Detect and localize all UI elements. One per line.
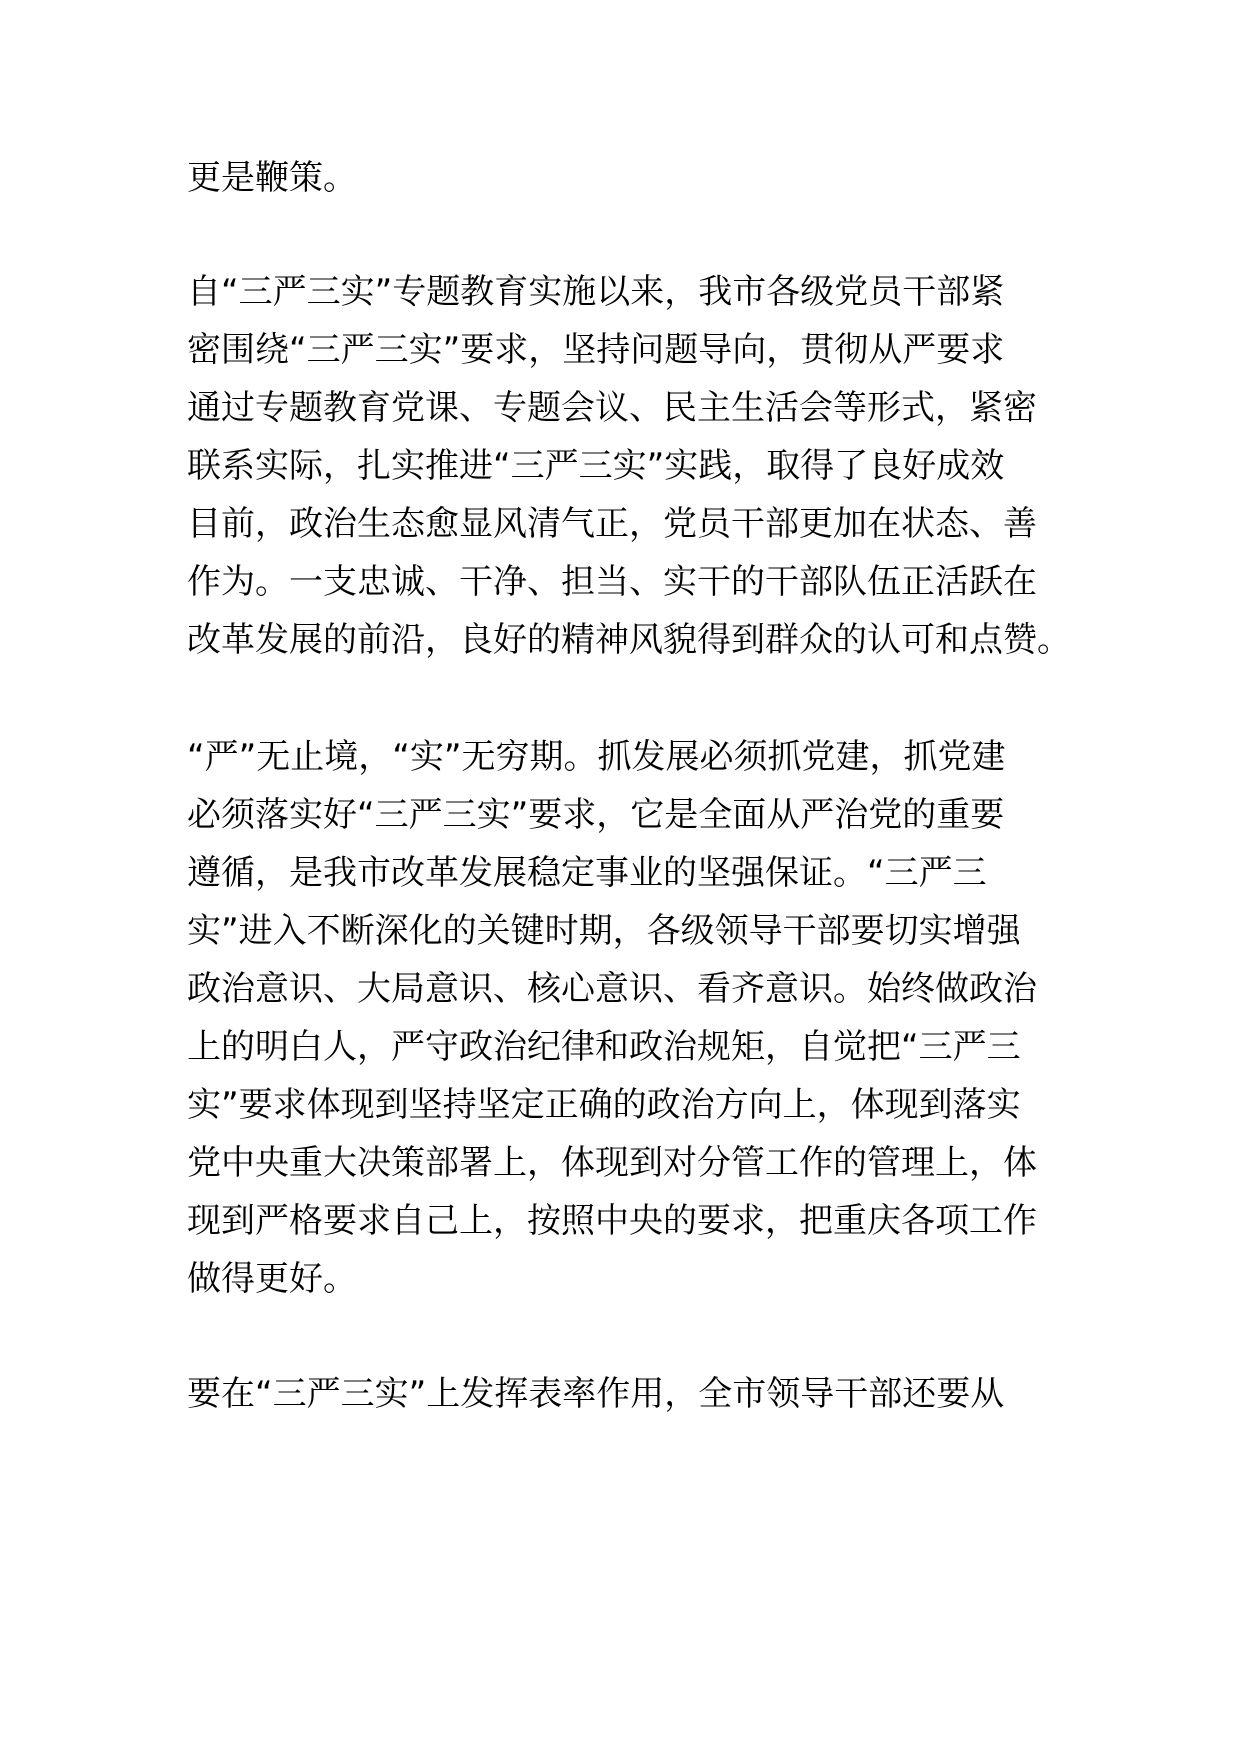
paragraph-2-line-3: 通过专题教育党课、专题会议、民主生活会等形式，紧密	[187, 388, 1037, 428]
paragraph-2-line-1: 自“三严三实”专题教育实施以来，我市各级党员干部紧	[187, 272, 1005, 312]
paragraph-3-line-9: 现到严格要求自己上，按照中央的要求，把重庆各项工作	[187, 1201, 1037, 1241]
paragraph-2-line-7: 改革发展的前沿，良好的精神风貌得到群众的认可和点赞。	[187, 620, 1071, 660]
paragraph-2-line-2: 密围绕“三严三实”要求，坚持问题导向，贯彻从严要求	[187, 330, 1005, 370]
paragraph-1-line-1: 更是鞭策。	[187, 158, 357, 198]
paragraph-3-line-6: 上的明白人，严守政治纪律和政治规矩，自觉把“三严三	[187, 1027, 1021, 1067]
paragraph-3-line-5: 政治意识、大局意识、核心意识、看齐意识。始终做政治	[187, 969, 1037, 1009]
paragraph-2-line-4: 联系实际，扎实推进“三严三实”实践，取得了良好成效	[187, 446, 1005, 486]
paragraph-3-line-2: 必须落实好“三严三实”要求，它是全面从严治党的重要	[187, 795, 1005, 835]
paragraph-2-line-5: 目前，政治生态愈显风清气正，党员干部更加在状态、善	[187, 504, 1037, 544]
paragraph-3-line-4: 实”进入不断深化的关键时期，各级领导干部要切实增强	[187, 911, 1021, 951]
paragraph-2-line-6: 作为。一支忠诚、干净、担当、实干的干部队伍正活跃在	[187, 562, 1037, 602]
paragraph-3-line-1: “严”无止境，“实”无穷期。抓发展必须抓党建，抓党建	[187, 737, 1006, 777]
paragraph-3-line-8: 党中央重大决策部署上，体现到对分管工作的管理上，体	[187, 1143, 1037, 1183]
paragraph-3-line-10: 做得更好。	[187, 1259, 357, 1299]
paragraph-3-line-7: 实”要求体现到坚持坚定正确的政治方向上，体现到落实	[187, 1085, 1021, 1125]
paragraph-3-line-3: 遵循，是我市改革发展稳定事业的坚强保证。“三严三	[187, 853, 987, 893]
paragraph-4-line-1: 要在“三严三实”上发挥表率作用，全市领导干部还要从	[187, 1374, 1005, 1414]
